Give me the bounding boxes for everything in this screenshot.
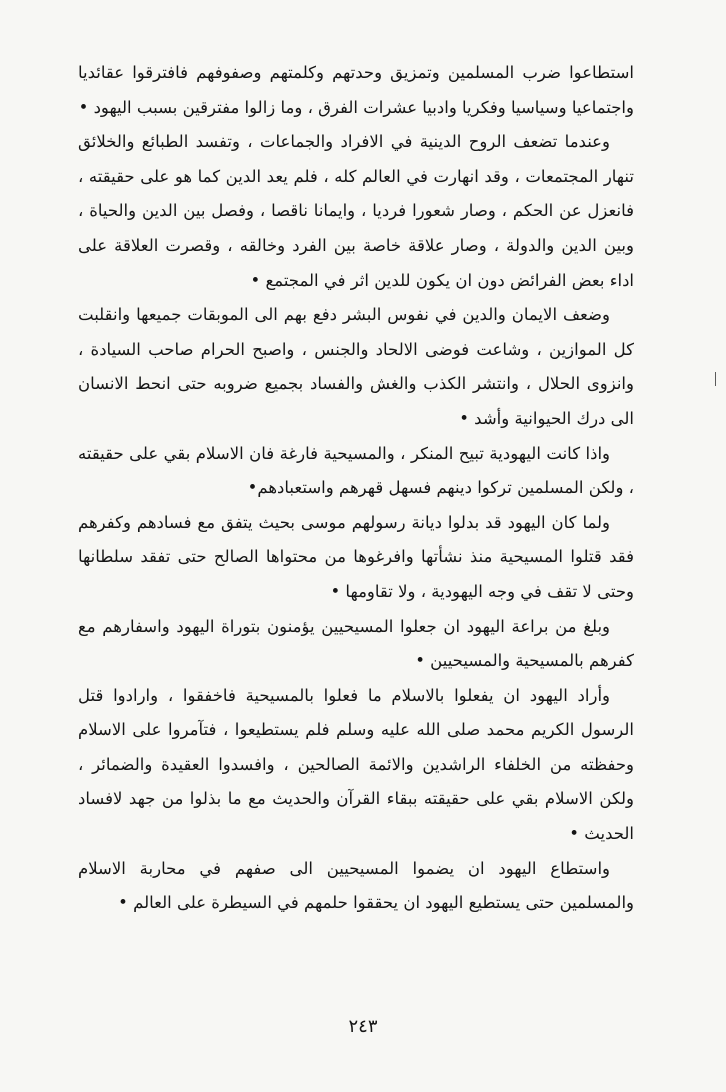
paragraph-2: وعندما تضعف الروح الدينية في الافراد والجماعات ، وتفسد الطبائع والخلائق تنهار المجتمعات ، وقد انهارت في العالم كله ، فلم يعد الدين كما هو على حقيقته ، فانعزل عن الحكم ، وصار شعورا فرديا ، وايمانا ناقصا ، وفصل بين الدين والحياة ، وبين الدين والدولة ، وصار علاقة خاصة بين الفرد وخالقه ، وقصرت العلاقة على اداء بعض الفرائض دون ان يكون للدين اثر في المجتمع • <box>78 132 634 290</box>
paragraph-8: واستطاع اليهود ان يضموا المسيحيين الى صفهم في محاربة الاسلام والمسلمين حتى يستطيع اليهود ان يحققوا حلمهم في السيطرة على العالم • <box>78 858 634 913</box>
paragraph-1: استطاعوا ضرب المسلمين وتمزيق وحدتهم وكلمتهم وصفوفهم فافترقوا عقائديا واجتماعيا وسياسيا وفكريا وادبيا عشرات الفرق ، وما زالوا مفترقين بسبب اليهود • <box>78 63 634 117</box>
margin-mark <box>715 372 716 386</box>
page-body-text <box>78 56 634 921</box>
paragraph-7: وأراد اليهود ان يفعلوا بالاسلام ما فعلوا بالمسيحية فاخفقوا ، وارادوا قتل الرسول الكريم محمد صلى الله عليه وسلم فلم يستطيعوا ، فتآمروا على الاسلام وحفظته من الخلفاء الراشدين والائمة الصالحين ، وافسدوا العقيدة والضمائر ، ولكن الاسلام بقي على حقيقته ببقاء القرآن والحديث مع ما بذلوا من جهد لافساد الحديث • <box>78 685 634 844</box>
paragraph-5: ولما كان اليهود قد بدلوا ديانة رسولهم موسى بحيث يتفق مع فسادهم وكفرهم فقد قتلوا المسيحية منذ نشأتها وافرغوها من محتواها الصالح حتى تفقد سلطانها وحتى لا تقف في وجه اليهودية ، ولا تقاومها • <box>78 512 634 601</box>
paragraph-3: وضعف الايمان والدين في نفوس البشر دفع بهم الى الموبقات جميعها وانقلبت كل الموازين ، وشاعت فوضى الالحاد والجنس ، واصبح الحرام صاحب السيادة ، وانزوى الحلال ، وانتشر الكذب والغش والفساد بجميع ضروبه حتى انحط الانسان الى درك الحيوانية وأشد • <box>78 305 634 428</box>
page-number: ٢٤٣ <box>348 1016 378 1037</box>
paragraph-4: واذا كانت اليهودية تبيح المنكر ، والمسيحية فارغة فان الاسلام بقي على حقيقته ، ولكن المسلمين تركوا دينهم فسهل قهرهم واستعبادهم• <box>78 443 634 498</box>
paragraph-6: وبلغ من براعة اليهود ان جعلوا المسيحيين يؤمنون بتوراة اليهود واسفارهم مع كفرهم بالمسيحية والمسيحيين • <box>78 616 634 671</box>
